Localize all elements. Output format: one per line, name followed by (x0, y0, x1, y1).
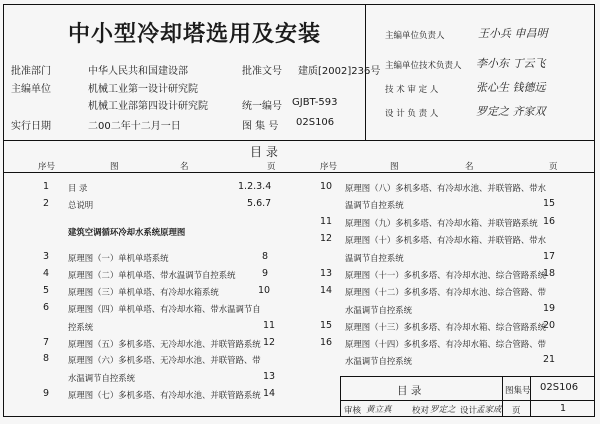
right-col-tu: 图 (390, 162, 399, 172)
toc-left-no: 5 (43, 285, 50, 296)
toc-right-no: 10 (320, 181, 333, 192)
toc-right-no: 12 (320, 233, 333, 244)
toc-left-page: 14 (263, 388, 276, 399)
toc-right-name-cont: 水温调节自控系统 (345, 356, 412, 366)
atlas-no-value: 02S106 (296, 117, 335, 128)
unified-no-label: 统一编号 (242, 101, 282, 112)
unified-no-value: GJBT-593 (292, 97, 338, 108)
toc-left-no: 2 (43, 198, 50, 209)
title-block-div2 (530, 376, 531, 416)
toc-left-page: 8 (262, 251, 269, 262)
sig-row2-signature: 李小东 丁云飞 (476, 57, 546, 70)
check-label: 校对 (412, 406, 430, 416)
toc-right-page: 20 (543, 320, 556, 331)
approve-dept-label: 批准部门 (11, 66, 51, 77)
toc-left-page: 9 (262, 268, 269, 279)
toc-right-no: 11 (320, 216, 333, 227)
right-col-ming: 名 (465, 162, 474, 172)
page-label: 页 (512, 406, 521, 416)
left-col-ming: 名 (180, 162, 189, 172)
toc-left-name: 原理图（三）单机单塔、有冷却水箱系统 (68, 287, 219, 297)
impl-date-value: 二00二年十二月一日 (88, 121, 181, 132)
toc-left-name: 原理图（二）单机单塔、带水温调节自控系统 (68, 270, 236, 280)
toc-right-no: 14 (320, 285, 333, 296)
review-label: 审核 (344, 406, 362, 416)
toc-right-name-cont: 温调节自控系统 (345, 253, 404, 263)
check-signature: 罗定之 (430, 405, 456, 415)
title-block-div1 (502, 376, 503, 416)
design-label: 设计 (460, 406, 478, 416)
toc-left-name: 目 录 (68, 183, 88, 193)
sig-row3-signature: 张心生 钱德远 (476, 81, 546, 94)
approve-doc-label: 批准文号 (242, 66, 282, 77)
toc-left-name-cont: 水温调节自控系统 (68, 373, 135, 383)
sig-row2-label: 主编单位技术负责人 (385, 61, 462, 71)
toc-left-name: 原理图（一）单机单塔系统 (68, 253, 169, 263)
toc-left-name: 总说明 (68, 200, 94, 210)
sig-row1-label: 主编单位负责人 (385, 31, 445, 41)
toc-left-name: 原理图（四）单机单塔、有冷却水箱、带水温调节自 (68, 304, 261, 314)
toc-left-no: 8 (43, 353, 50, 364)
toc-right-page: 17 (543, 251, 556, 262)
toc-right-page: 18 (543, 268, 556, 279)
title-block-top (340, 376, 594, 377)
toc-right-name: 原理图（十二）多机多塔、有冷却水池、综合管路、带 (345, 287, 546, 297)
sig-row4-label: 设 计 负 责 人 (385, 109, 439, 119)
design-signature: 孟家成 (476, 405, 502, 415)
title-block-mid (340, 400, 594, 401)
toc-right-no: 16 (320, 337, 333, 348)
title-block-atlas-label: 图集号 (505, 386, 531, 396)
toc-header-rule (4, 172, 594, 173)
toc-left-name: 原理图（七）多机多塔、有冷却水池、并联管路系统 (68, 390, 261, 400)
toc-left-no: 9 (43, 388, 50, 399)
toc-left-name-cont: 控系统 (68, 322, 94, 332)
right-col-page: 页 (549, 162, 558, 172)
approve-dept-value: 中华人民共和国建设部 (88, 66, 188, 77)
toc-left-name: 原理图（六）多机多塔、无冷却水池、并联管路、带 (68, 355, 261, 365)
atlas-no-label: 图 集 号 (242, 121, 279, 132)
toc-right-name-cont: 温调节自控系统 (345, 200, 404, 210)
toc-left-page: 5.6.7 (247, 198, 272, 209)
toc-right-name: 原理图（十一）多机多塔、有冷却水池、综合管路系统 (345, 270, 546, 280)
title-block-atlas-value: 02S106 (540, 382, 579, 393)
editor-unit-label: 主编单位 (11, 84, 51, 95)
toc-right-no: 15 (320, 320, 333, 331)
toc-right-no: 13 (320, 268, 333, 279)
title-block-name: 目 录 (397, 385, 422, 397)
toc-left-page: 10 (258, 285, 271, 296)
toc-right-page: 16 (543, 216, 556, 227)
toc-right-name-cont: 水温调节自控系统 (345, 305, 412, 315)
left-col-page: 页 (267, 162, 276, 172)
editor-unit-value-2: 机械工业部第四设计研究院 (88, 101, 208, 112)
toc-left-page: 12 (263, 337, 276, 348)
right-col-no: 序号 (320, 162, 338, 172)
toc-left-no: 1 (43, 181, 50, 192)
sig-row1-signature: 王小兵 申昌明 (478, 27, 548, 40)
toc-left-no: 4 (43, 268, 50, 279)
toc-right-name: 原理图（十三）多机多塔、有冷却水箱、综合管路系统 (345, 322, 546, 332)
toc-left-no: 6 (43, 302, 50, 313)
page-value: 1 (560, 403, 567, 414)
toc-left-page: 1.2.3.4 (238, 181, 272, 192)
review-signature: 黄立真 (366, 405, 392, 415)
left-col-no: 序号 (38, 162, 56, 172)
toc-heading: 目 录 (250, 145, 278, 159)
sig-row3-label: 技 术 审 定 人 (385, 85, 439, 95)
toc-left-no: 3 (43, 251, 50, 262)
atlas-title: 中小型冷却塔选用及安装 (68, 22, 322, 47)
toc-right-name: 原理图（十四）多机多塔、有冷却水箱、综合管路、带 (345, 339, 546, 349)
toc-left-section: 建筑空调循环冷却水系统原理图 (68, 227, 186, 237)
toc-right-page: 19 (543, 303, 556, 314)
toc-right-name: 原理图（十）多机多塔、有冷却水箱、并联管路、带水 (345, 235, 546, 245)
toc-right-page: 15 (543, 198, 556, 209)
header-bottom-rule (4, 140, 594, 141)
toc-left-page: 11 (263, 320, 276, 331)
approve-doc-value: 建质[2002]236号 (298, 66, 381, 77)
toc-right-name: 原理图（八）多机多塔、有冷却水池、并联管路、带水 (345, 183, 546, 193)
toc-left-no: 7 (43, 337, 50, 348)
editor-unit-value-1: 机械工业第一设计研究院 (88, 84, 198, 95)
toc-right-page: 21 (543, 354, 556, 365)
sig-row4-signature: 罗定之 齐家双 (476, 105, 546, 118)
toc-right-name: 原理图（九）多机多塔、有冷却水箱、并联管路系统 (345, 218, 538, 228)
impl-date-label: 实行日期 (11, 121, 51, 132)
left-col-tu: 图 (110, 162, 119, 172)
toc-left-name: 原理图（五）多机多塔、无冷却水池、并联管路系统 (68, 339, 261, 349)
toc-left-page: 13 (263, 371, 276, 382)
title-block-left (340, 376, 341, 416)
